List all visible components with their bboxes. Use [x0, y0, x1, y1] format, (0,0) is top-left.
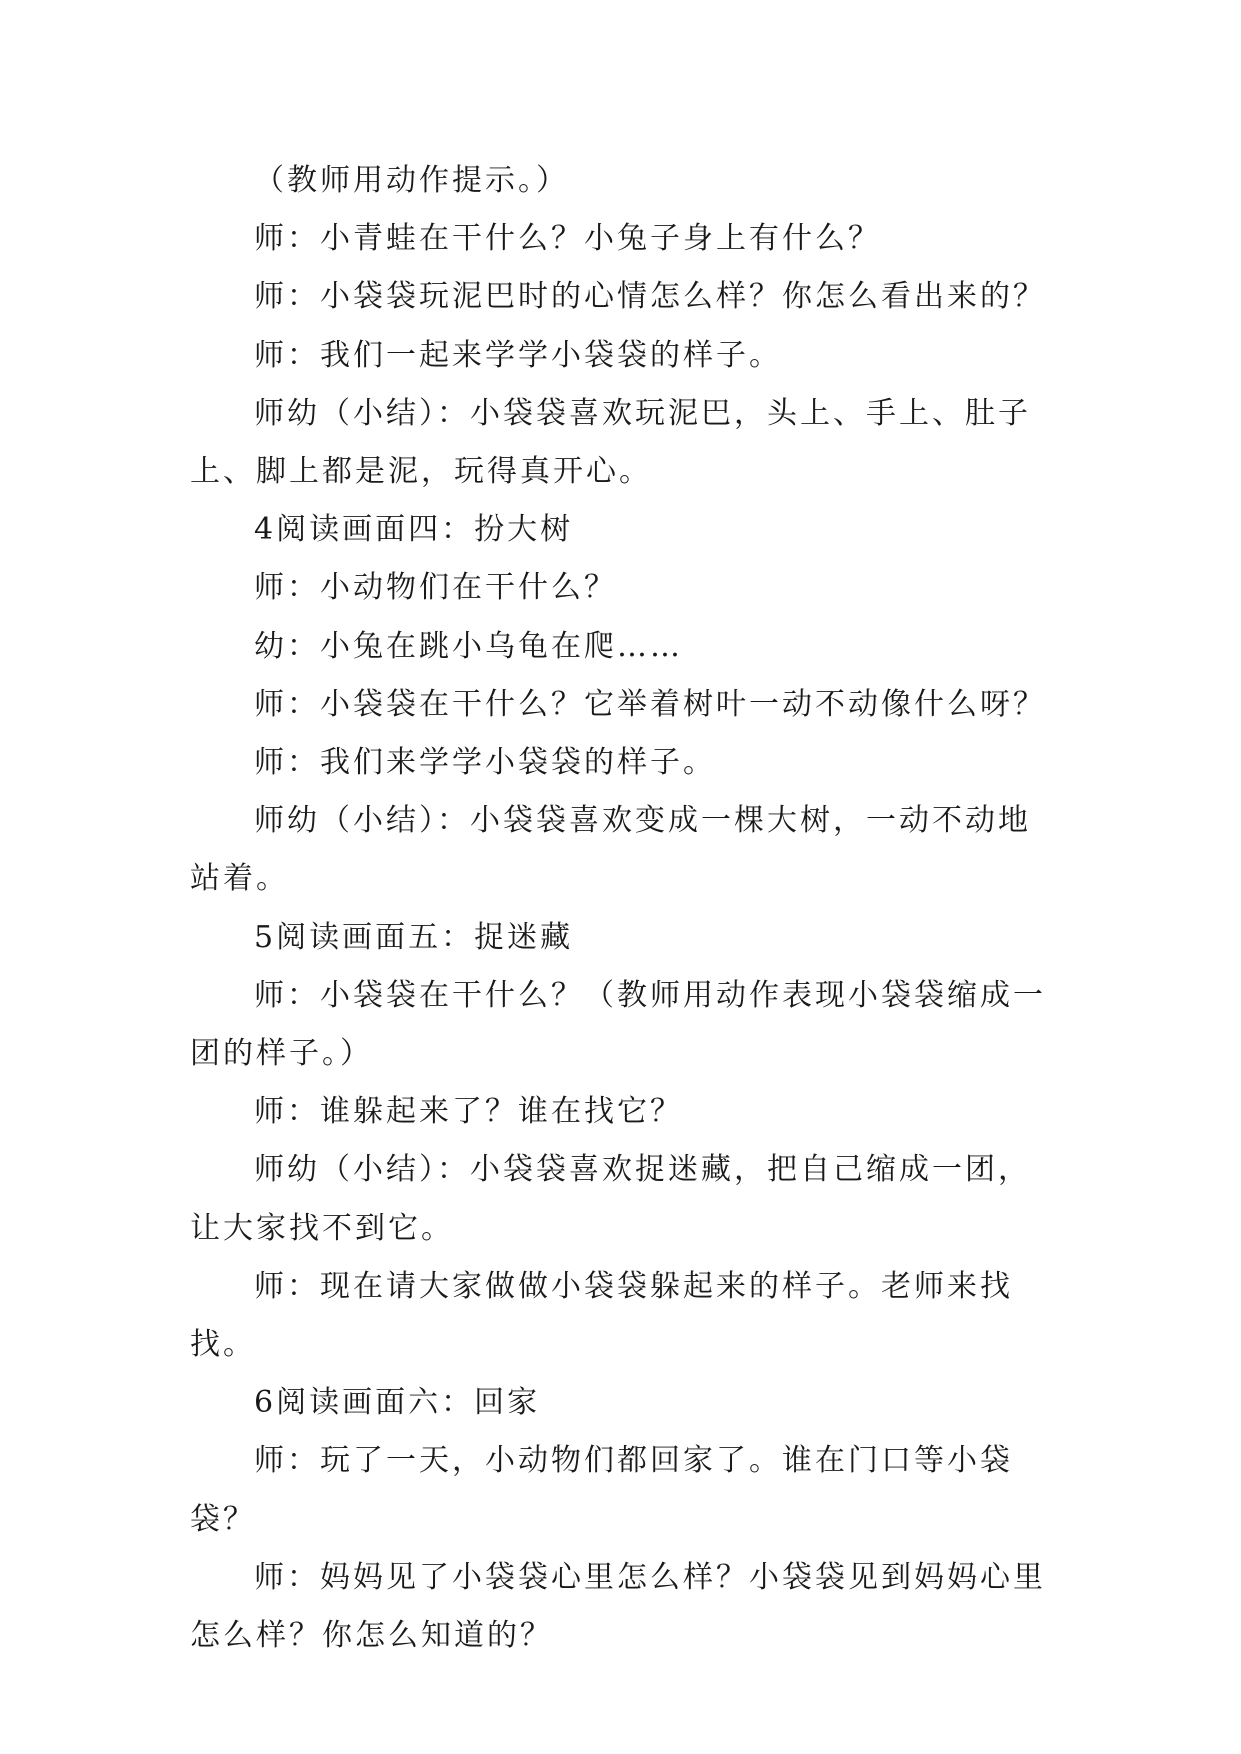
paragraph: 师：我们一起来学学小袋袋的样子。: [254, 337, 782, 373]
paragraph: 师幼（小结）：小袋袋喜欢捉迷藏，把自己缩成一团，让大家找不到它。: [190, 1152, 1031, 1246]
paragraph: 幼：小兔在跳小乌龟在爬……: [254, 628, 683, 664]
section-heading: 5阅读画面五：捉迷藏: [254, 919, 574, 955]
paragraph: 师：现在请大家做做小袋袋躲起来的样子。老师来找找。: [190, 1268, 1013, 1363]
paragraph: 师：玩了一天，小动物们都回家了。谁在门口等小袋袋？: [190, 1443, 1013, 1537]
paragraph: 师幼（小结）：小袋袋喜欢玩泥巴，头上、手上、肚子上、脚上都是泥，玩得真开心。: [190, 395, 1031, 490]
paragraph: 师幼（小结）：小袋袋喜欢变成一棵大树，一动不动地站着。: [190, 803, 1031, 897]
paragraph: 师：我们来学学小袋袋的样子。: [254, 745, 716, 781]
paragraph: 师：妈妈见了小袋袋心里怎么样？小袋袋见到妈妈心里怎么样？你怎么知道的？: [190, 1559, 1046, 1654]
paragraph: 师：谁躲起来了？谁在找它？: [254, 1094, 683, 1130]
paragraph: 师：小袋袋玩泥巴时的心情怎么样？你怎么看出来的？: [254, 279, 1046, 315]
section-heading: 6阅读画面六：回家: [254, 1385, 541, 1421]
paragraph: 师：小袋袋在干什么？（教师用动作表现小袋袋缩成一团的样子。）: [190, 977, 1046, 1072]
section-heading: 4阅读画面四：扮大树: [254, 512, 574, 548]
paragraph: 师：小袋袋在干什么？它举着树叶一动不动像什么呀？: [254, 686, 1046, 722]
paragraph: 师：小青蛙在干什么？小兔子身上有什么？: [254, 221, 881, 257]
paragraph: 师：小动物们在干什么？: [254, 570, 617, 606]
paragraph: （教师用动作提示。）: [254, 163, 569, 198]
document-body: [190, 152, 1058, 1665]
